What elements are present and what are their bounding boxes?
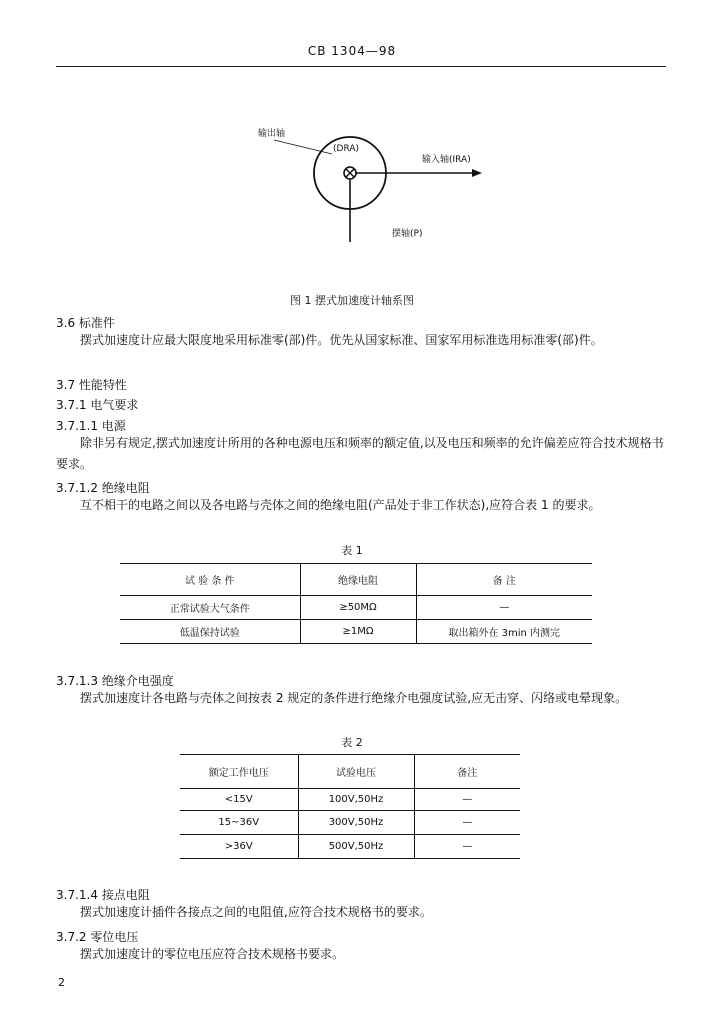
section-3-7-1-1-title: 3.7.1.1 电源 bbox=[56, 419, 126, 433]
table-header-cell: 试 验 条 件 bbox=[120, 564, 300, 596]
table-cell: — bbox=[462, 841, 473, 852]
figure-caption: 图 1 摆式加速度计轴系图 bbox=[290, 294, 414, 307]
table-1 bbox=[120, 563, 592, 644]
input-axis-label: 输入轴(IRA) bbox=[422, 155, 471, 165]
dra-label: (DRA) bbox=[333, 144, 359, 154]
table-cell: 取出箱外在 3min 内测完 bbox=[448, 628, 561, 639]
table-header-cell: 备 注 bbox=[492, 576, 516, 587]
table-row bbox=[120, 596, 592, 620]
table-row bbox=[180, 789, 520, 811]
output-axis-label: 输出轴 bbox=[258, 129, 286, 139]
pendulum-axis-label: 摆轴(P) bbox=[392, 229, 423, 239]
table-cell: — bbox=[499, 602, 510, 613]
table-row bbox=[120, 564, 592, 596]
section-3-7-1-title: 3.7.1 电气要求 bbox=[56, 398, 139, 412]
section-3-7-1-4-title: 3.7.1.4 接点电阻 bbox=[56, 888, 150, 902]
table-2 bbox=[180, 754, 520, 859]
table-cell: 低温保持试验 bbox=[120, 620, 300, 644]
section-3-7-1-3-title: 3.7.1.3 绝缘介电强度 bbox=[56, 674, 174, 688]
table-row bbox=[120, 620, 592, 644]
table-cell: 500V,50Hz bbox=[298, 835, 414, 859]
table-cell: 15~36V bbox=[180, 811, 298, 835]
section-3-7-1-2-body: 互不相干的电路之间以及各电路与壳体之间的绝缘电阻(产品处于非工作状态),应符合表 1 的要求。 bbox=[80, 498, 601, 512]
table-cell: — bbox=[462, 794, 473, 805]
table-header-cell: 额定工作电压 bbox=[180, 755, 298, 789]
table-row bbox=[180, 755, 520, 789]
page-number: 2 bbox=[58, 976, 65, 989]
table-cell: 300V,50Hz bbox=[298, 811, 414, 835]
section-3-7-title: 3.7 性能特性 bbox=[56, 378, 127, 392]
table-1-title: 表 1 bbox=[341, 544, 363, 557]
section-3-7-1-4-body: 摆式加速度计插件各接点之间的电阻值,应符合技术规格书的要求。 bbox=[80, 905, 432, 919]
document-id: CB 1304—98 bbox=[307, 44, 397, 58]
section-3-6-title: 3.6 标准件 bbox=[56, 316, 115, 330]
table-row bbox=[180, 835, 520, 859]
header-rule bbox=[56, 66, 666, 67]
table-2-title: 表 2 bbox=[341, 736, 363, 749]
table-header-cell: 备注 bbox=[457, 768, 478, 779]
table-cell: >36V bbox=[180, 835, 298, 859]
section-3-7-1-3-body: 摆式加速度计各电路与壳体之间按表 2 规定的条件进行绝缘介电强度试验,应无击穿、闪络或电晕现象。 bbox=[80, 691, 628, 705]
input-axis-arrow bbox=[472, 169, 482, 177]
section-3-7-1-1-body: 除非另有规定,摆式加速度计所用的各种电源电压和频率的额定值,以及电压和频率的允许偏差应符合技术规格书要求。 bbox=[56, 436, 664, 471]
table-header-cell: 绝缘电阻 bbox=[300, 564, 416, 596]
section-3-7-1-2-title: 3.7.1.2 绝缘电阻 bbox=[56, 481, 150, 495]
table-row bbox=[180, 811, 520, 835]
table-cell: 正常试验大气条件 bbox=[120, 596, 300, 620]
section-3-6-body: 摆式加速度计应最大限度地采用标准零(部)件。优先从国家标准、国家军用标准选用标准零(部)件。 bbox=[80, 333, 603, 347]
table-cell: ≥1MΩ bbox=[300, 620, 416, 644]
table-cell: <15V bbox=[180, 789, 298, 811]
table-cell: — bbox=[462, 817, 473, 828]
table-cell: 100V,50Hz bbox=[298, 789, 414, 811]
section-3-7-2-body: 摆式加速度计的零位电压应符合技术规格书要求。 bbox=[80, 947, 345, 961]
output-axis-leader bbox=[274, 140, 332, 154]
section-3-7-2-title: 3.7.2 零位电压 bbox=[56, 930, 139, 944]
table-cell: ≥50MΩ bbox=[300, 596, 416, 620]
table-header-cell: 试验电压 bbox=[298, 755, 414, 789]
